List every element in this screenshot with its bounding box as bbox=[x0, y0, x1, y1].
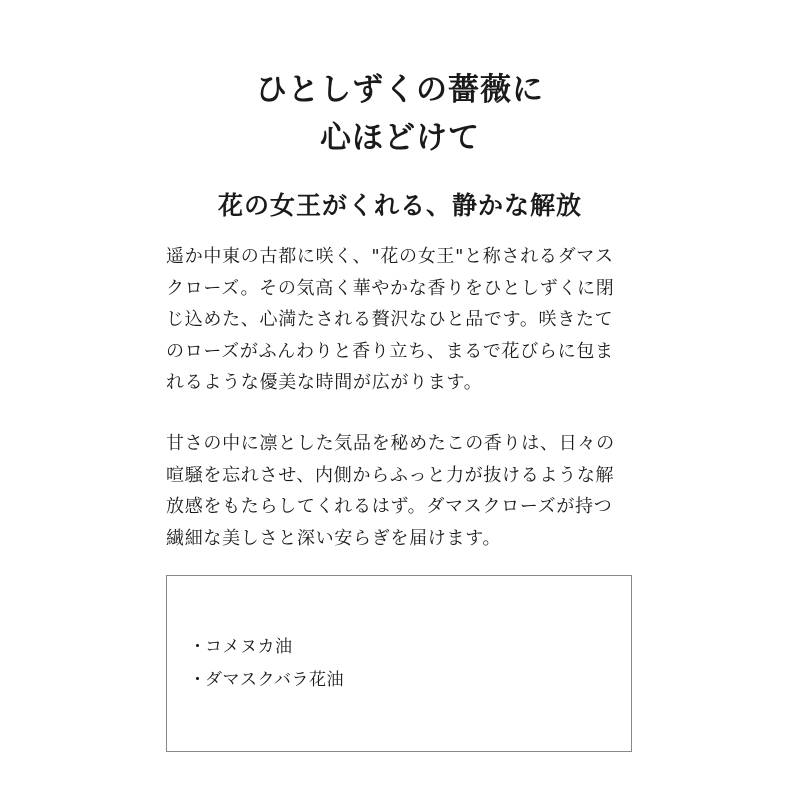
ingredient-name: ダマスクバラ花油 bbox=[205, 670, 344, 690]
ingredient-item bbox=[189, 664, 344, 697]
description-paragraph-2 bbox=[166, 428, 646, 554]
bullet-marker: ・ bbox=[189, 637, 207, 657]
description-paragraph-1 bbox=[166, 241, 646, 399]
ingredient-item bbox=[189, 631, 344, 664]
paragraph-line: のローズがふんわりと香り立ち、まるで花びらに包ま bbox=[166, 340, 614, 362]
page-subtitle: 花の女王がくれる、静かな解放 bbox=[217, 191, 582, 220]
page-title-line-2: 心ほどけて bbox=[320, 120, 480, 156]
paragraph-line: れるような優美な時間が広がります。 bbox=[166, 372, 483, 393]
paragraph-line: 放感をもたらしてくれるはず。ダマスクローズが持つ bbox=[166, 496, 613, 517]
paragraph-line: クローズ。その気高く華やかな香りをひとしずくに閉 bbox=[166, 277, 615, 299]
ingredient-name: コメヌカ油 bbox=[205, 637, 293, 657]
bullet-marker: ・ bbox=[189, 670, 207, 690]
paragraph-line: 繊細な美しさと深い安らぎを届けます。 bbox=[166, 527, 502, 549]
page-title-line-1: ひとしずくの薔薇に bbox=[256, 72, 544, 108]
page-title bbox=[0, 66, 800, 162]
paragraph-line: 甘さの中に凛とした気品を秘めたこの香りは、日々の bbox=[166, 433, 615, 454]
ingredients-list bbox=[189, 631, 344, 697]
paragraph-line: じ込めた、心満たされる贅沢なひと品です。咲きたて bbox=[166, 309, 614, 330]
paragraph-line: 遥か中東の古都に咲く、"花の女王"と称されるダマス bbox=[166, 246, 614, 267]
ingredients-box bbox=[166, 575, 632, 752]
paragraph-line: 喧騒を忘れさせ、内側からふっと力が抜けるような解 bbox=[166, 464, 615, 486]
